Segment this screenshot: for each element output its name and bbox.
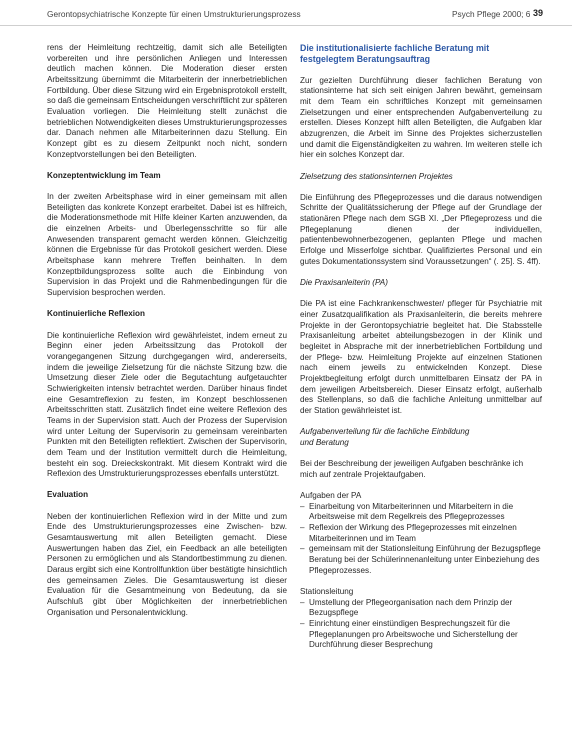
left-paragraph-1: rens der Heimleitung rechtzeitig, damit sich alle Beteiligten vorbereiten und ihre persönlichen Anliegen und Interessen deutlich machen können. Die Moderation dieser ersten Arbeitssitzung übernimmt die Mitarbeiterin der innerbetrieblichen Fortbildung. Über diese Sitzung wird ein Ergebnisprotokoll erstellt, so daß die gemeinsam Entscheidungen verschriftlicht zur späteren Evaluation vorliegen. Die Heimleitung stellt zunächst die betrieblichen Notwendigkeiten dieses Umstrukturierungsprozesses dar. Danach nehmen alle Mitarbeiterinnen dazu Stellung. Ein Konzept gibt es zu diesem Zeitpunkt noch nicht, sondern Konzeptvorstellungen bei den Beteiligten. xyxy=(47,43,287,159)
right-paragraph-1: Zur gezielten Durchführung dieser fachlichen Beratung von stationsinterne hat sich seit einigen Jahren bewährt, gemeinsam mit dem Team ein schriftliches Konzept mit gemeinsamen Zielsetzungen und einer entsprechenden Aufgabenverteilung zu erstellen. Dieses Konzept hilft allen Beteiligten, die Aufgaben klar abzugrenzen, die Arbeit im Sinne des Projektes sicherzustellen und damit die Eigenständigkeiten zu wahren. Im weiteren stelle ich hier ein solches Konzept dar. xyxy=(300,75,542,160)
header-journal: Psych Pflege 2000; 6 xyxy=(452,9,531,19)
section-title: Die institutionalisierte fachliche Beratung mit festgelegtem Beratungsauftrag xyxy=(300,43,490,64)
pa-task-list xyxy=(300,502,542,555)
right-paragraph-2: Die Einführung des Pflegeprozesses und die daraus notwendigen Schritte der Qualitätssicherung der Pflege auf der Grundlage der stationären Pflege nach dem SGB XI. „Der Pflegeprozess und die Pflegeplanung dienen der individuellen, patientenbewohnerbezogenen, geplanten Pflege und machen Erfolge und Misserfolge sichtbar. Qualifiziertes Personal und ein gutes Dokumentationssystem sind Voraussetzungen“ (. 25]. S. 4ff). xyxy=(300,192,542,266)
heading-aufgabenverteilung-line1: Aufgabenverteilung für die fachliche Einbildung xyxy=(300,427,470,437)
right-column xyxy=(300,43,542,651)
list-item: – Einarbeitung von Mitarbeiterinnen und Mitarbeitern in die Arbeitsweise mit dem Regelkreis des Pflegeprozesses xyxy=(300,502,542,523)
left-paragraph-4: Neben der kontinuierlichen Reflexion wird in der Mitte und zum Ende des Umstrukturierungsprozesses eine Zwischen- bzw. Gesamtauswertung mit allen Beteiligten gemacht. Diese Auswertungen haben das Ziel, ein Feedback an alle beteiligten Personen zu ermöglichen und als Standortbestimmung zu dienen. Daraus ergibt sich eine Kontrollfunktion über bestätigte hinsichtlich des gemeinsamen Zieles. Die Gesamtauswertung ist dieser Evaluation für die Gesamtmeinung von Bedeutung, da sie Aufschluß gibt über Möglichkeiten der innerbetrieblichen Organisation und Personalentwicklung. xyxy=(47,511,287,617)
list-item: – Einrichtung einer einstündigen Besprechungszeit für die Pflegeplanungen pro Arbeitswoche und Sicherstellung der Durchführung dieser Besprechung xyxy=(300,619,542,651)
left-column xyxy=(47,43,287,618)
heading-aufgabenverteilung xyxy=(300,427,542,448)
page-number: 39 xyxy=(533,8,544,18)
left-paragraph-2: In der zweiten Arbeitsphase wird in einer gemeinsam mit allen Beteiligten das konkrete Konzept erarbeitet. Dabei ist es hilfreich, die Moderationsmethode mit Hilfe kleiner Karten anzuwenden, da die einzelnen Arbeits- und Überlegensschritte so für alle Anwesenden transparent gemacht werden können. Gleichzeitig können die Ergebnisse für das Protokoll gesichert werden. Diese Arbeitsphase kann mehrere Treffen beinhalten. In dem Konzeptbildungsprozess sollte auch die Einbindung von Supervision in das Projekt und die Rahmenbedingungen für die Supervision besprochen werden. xyxy=(47,192,287,298)
header-article-title: Gerontopsychiatrische Konzepte für einen Umstrukturierungsprozess xyxy=(47,9,301,19)
left-paragraph-3: Die kontinuierliche Reflexion wird gewährleistet, indem erneut zu Beginn einer jeden Arbeitssitzung das Protokoll der vorangegangenen Sitzung durchgegangen wird, andererseits, indem die jeweilige Zielsetzung für die nächste Sitzung bzw. die Umsetzung dieser Ziele oder die Begutachtung aufgetauchter Schwierigkeiten intensiv betrachtet werden. Darüber hinaus findet eine Gesamtreflexion zu festen, im Konzept beschlossenen Arbeitsschritten statt. Zusätzlich findet eine weitere Reflexion des Teams in der Supervision statt. Auch der Prozess der Supervision wird unter Leitung der Supervisorin zu gemeinsam vereinbarten Punkten mit den Beteiligten reflektiert. Zwischen der Supervisorin, dem Team und der Institution vermittelt durch die Heimleitung, besteht ein sog. Dreieckskontrakt. Mit diesem Kontrakt wird die Reflexion des Umstrukturierungsprozesses ebenfalls unterstützt. xyxy=(47,330,287,479)
pa-task-subtext: Beratung bei der Schülerinnenanleitung unter Einbeziehung des Pflegeprozesses. xyxy=(309,555,540,575)
list-item: – gemeinsam mit der Stationsleitung Einführung der Bezugspflege xyxy=(300,544,542,555)
heading-reflexion: Kontinuierliche Reflexion xyxy=(47,309,145,319)
heading-konzeptentwicklung: Konzeptentwicklung im Team xyxy=(47,170,161,180)
right-paragraph-3: Die PA ist eine Fachkrankenschwester/ pfleger für Psychiatrie mit einer Zusatzqualifikation als Praxisanleiterin, die bereits mehrere Projekte in der Gerontopsychiatrie begleitet hat. Die Stabsstelle Praxisanleitung arbeitet abteilungsbezogen in der Klinik und begleitet in Absprache mit der innerbetrieblichen Fortbildung und der Pflege- bzw. Heimleitung Projekte auf einzelnen Stationen nach einem jeweils zu entwickelnden Konzept. Diese Projektbegleitung erfolgt durch unmittelbaren Einsatz der PA in dem jeweiligen Arbeitsbereich. Dieser Einsatz erfolgt, außerhalb des Stellenplans, so daß die fachliche Anleitung unmittelbar auf der Station gewährleistet ist. xyxy=(300,299,542,415)
right-paragraph-4: Bei der Beschreibung der jeweiligen Aufgaben beschränke ich mich auf zentrale Projektaufgaben. xyxy=(300,459,524,479)
running-header xyxy=(0,0,572,26)
list-item: – Reflexion der Wirkung des Pflegeprozesses mit einzelnen Mitarbeiterinnen und im Team xyxy=(300,523,542,544)
pa-tasks-label: Aufgaben der PA xyxy=(300,491,362,501)
heading-evaluation: Evaluation xyxy=(47,490,89,500)
heading-zielsetzung: Zielsetzung des stationsinternen Projektes xyxy=(300,171,453,181)
list-item: – Umstellung der Pflegeorganisation nach dem Prinzip der Bezugspflege xyxy=(300,598,542,619)
stationsleitung-label: Stationsleitung xyxy=(300,587,354,597)
stationsleitung-task-list xyxy=(300,598,542,651)
heading-praxisanleiterin: Die Praxisanleiterin (PA) xyxy=(300,278,388,288)
heading-aufgabenverteilung-line2: und Beratung xyxy=(300,437,349,447)
